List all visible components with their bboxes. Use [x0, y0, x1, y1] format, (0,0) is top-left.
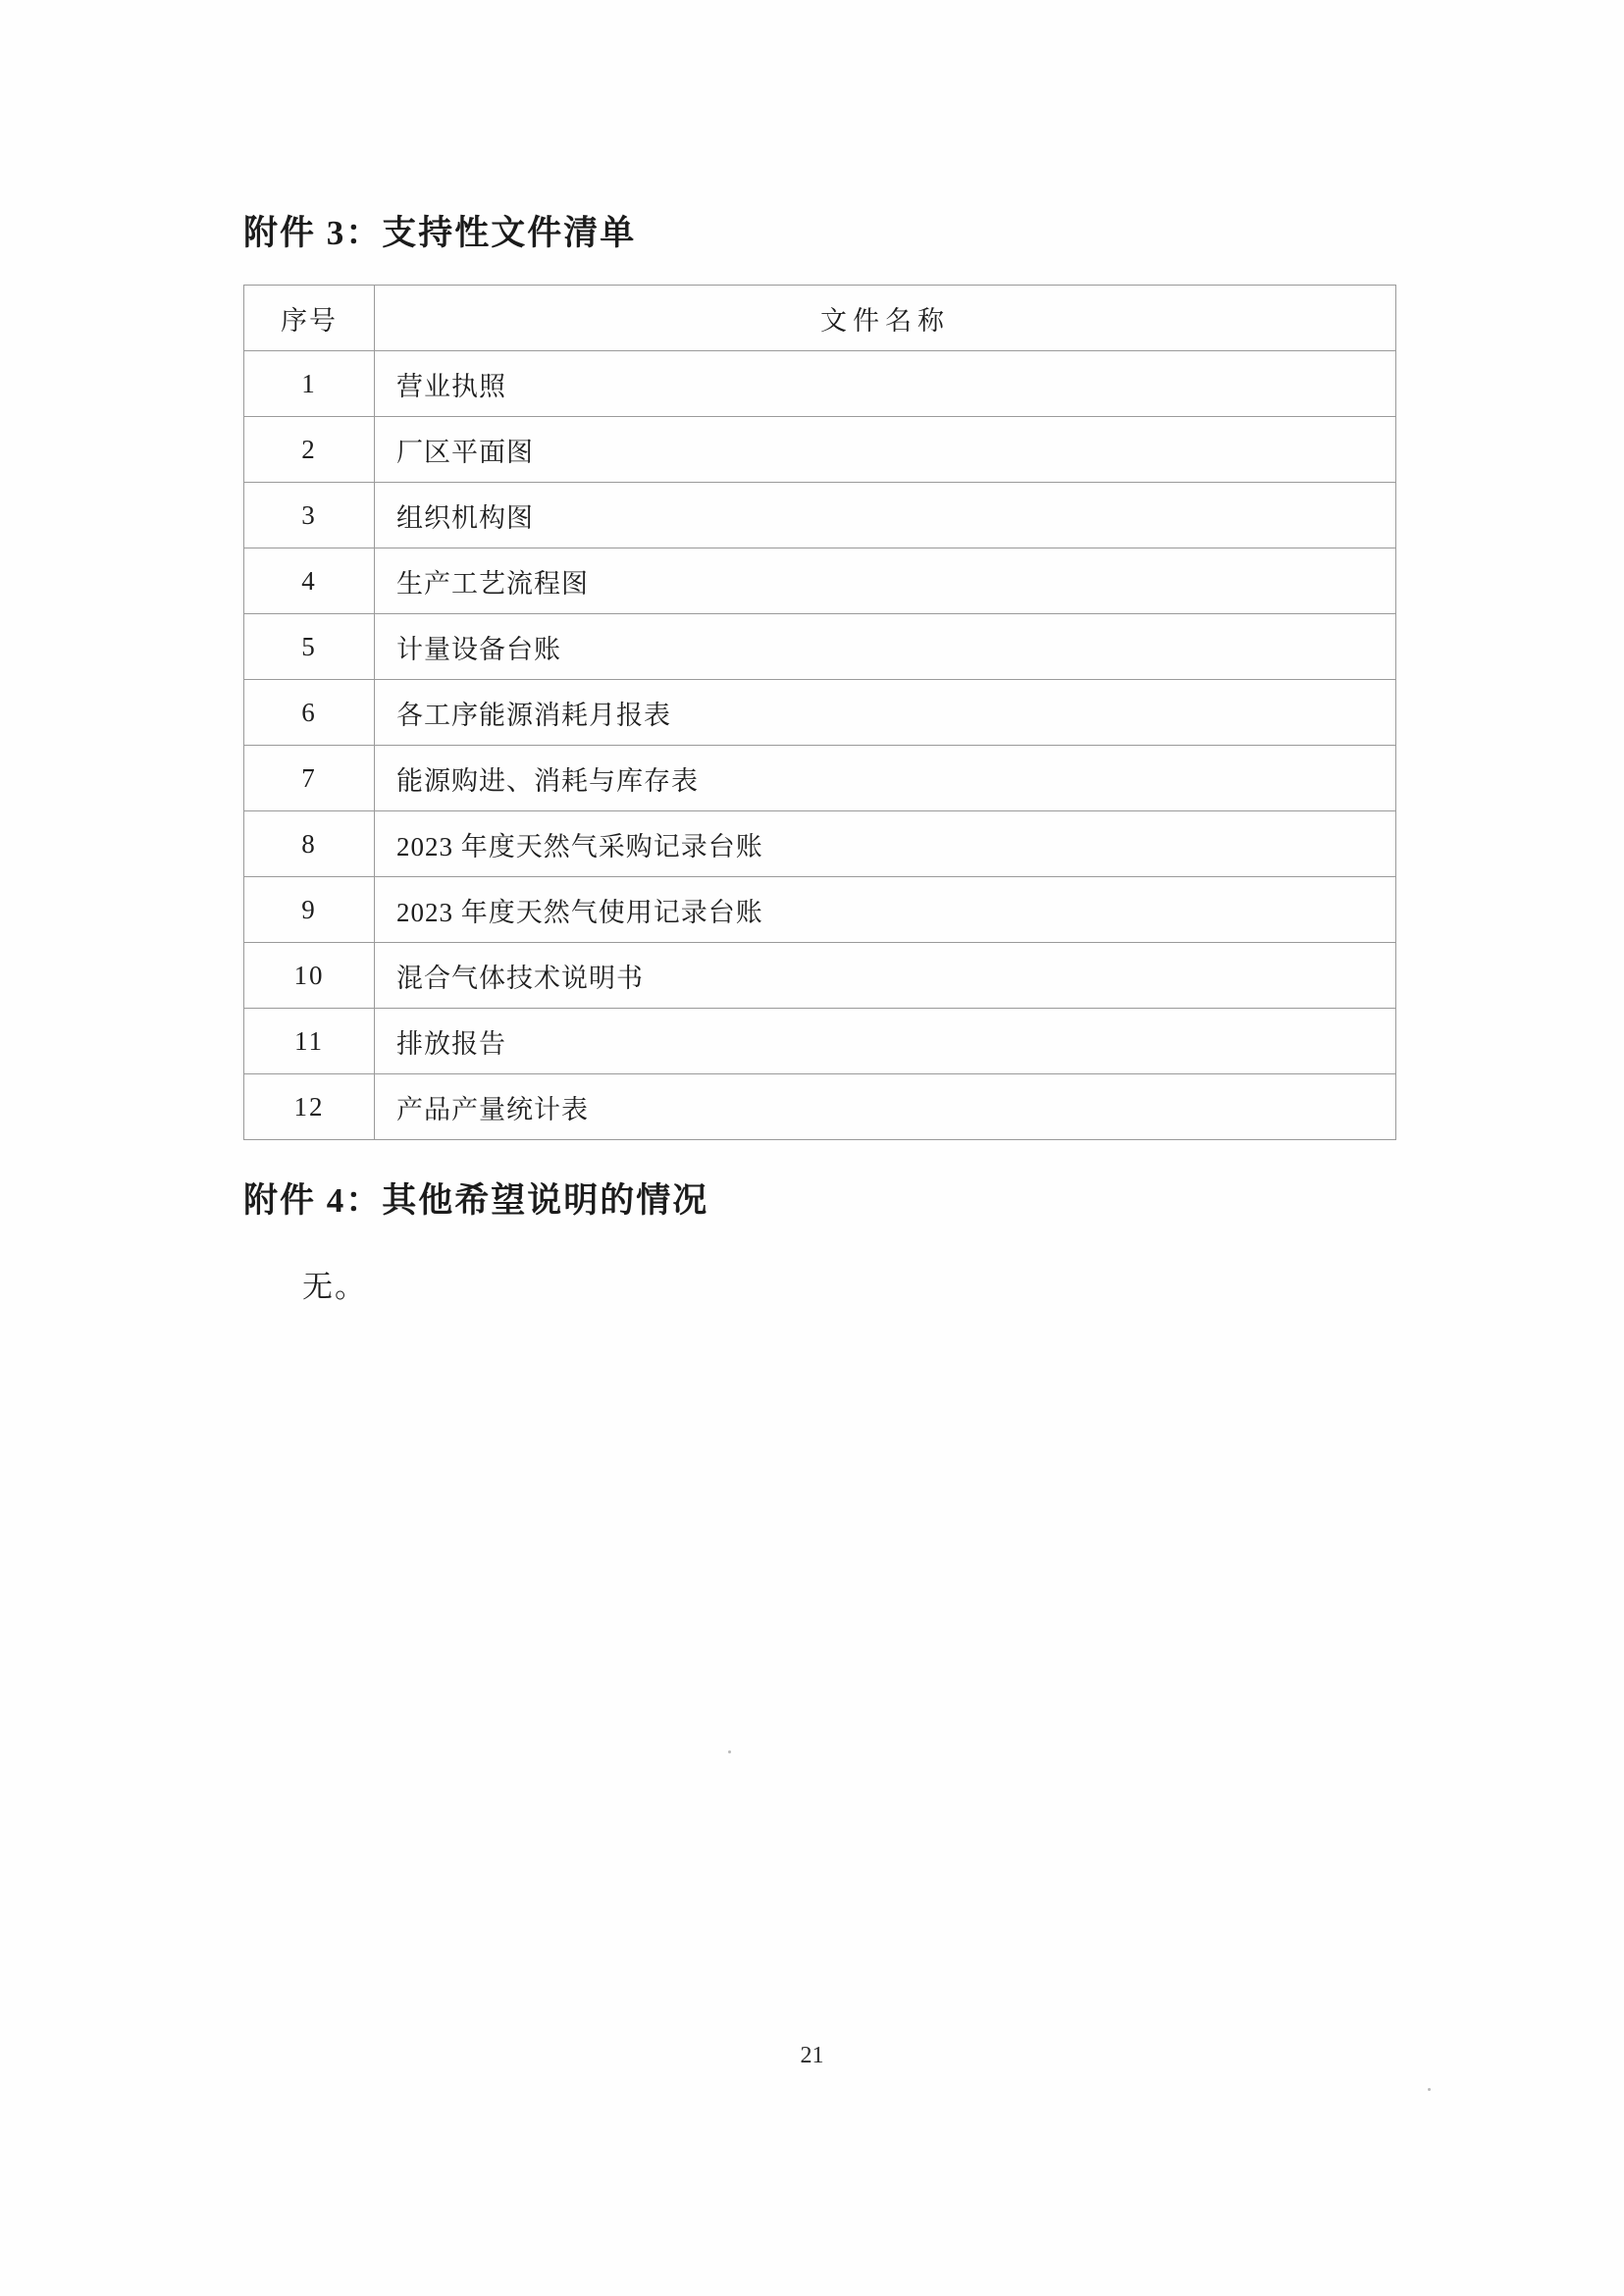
column-header-no: 序号	[244, 286, 375, 351]
document-content	[243, 206, 1401, 1306]
column-header-filename: 文件名称	[375, 286, 1396, 351]
cell-filename: 营业执照	[375, 351, 1396, 417]
attachment-4-body: 无。	[302, 1270, 367, 1304]
cell-no: 9	[244, 877, 375, 943]
table-row	[244, 680, 1396, 746]
table-row	[244, 1009, 1396, 1074]
table-row	[244, 877, 1396, 943]
attachment-4-heading: 附件 4：其他希望说明的情况	[243, 1181, 709, 1220]
cell-no: 4	[244, 548, 375, 614]
cell-filename: 混合气体技术说明书	[375, 943, 1396, 1009]
table-row	[244, 746, 1396, 811]
table-row	[244, 483, 1396, 548]
cell-no: 3	[244, 483, 375, 548]
cell-no: 6	[244, 680, 375, 746]
page-number: 21	[800, 2043, 824, 2068]
table-row	[244, 1074, 1396, 1140]
table-row	[244, 943, 1396, 1009]
table-row	[244, 548, 1396, 614]
cell-no: 2	[244, 417, 375, 483]
cell-filename: 产品产量统计表	[375, 1074, 1396, 1140]
page-speck	[1428, 2088, 1431, 2091]
cell-filename: 组织机构图	[375, 483, 1396, 548]
table-row	[244, 417, 1396, 483]
cell-no: 11	[244, 1009, 375, 1074]
page-speck	[728, 1750, 731, 1753]
supporting-documents-table	[243, 285, 1396, 1140]
cell-filename: 生产工艺流程图	[375, 548, 1396, 614]
table-row	[244, 614, 1396, 680]
cell-filename: 2023 年度天然气使用记录台账	[375, 877, 1396, 943]
table-row	[244, 811, 1396, 877]
table-row	[244, 351, 1396, 417]
cell-filename: 厂区平面图	[375, 417, 1396, 483]
cell-no: 10	[244, 943, 375, 1009]
cell-filename: 2023 年度天然气采购记录台账	[375, 811, 1396, 877]
cell-filename: 能源购进、消耗与库存表	[375, 746, 1396, 811]
cell-no: 12	[244, 1074, 375, 1140]
table-header-row	[244, 286, 1396, 351]
table-header	[244, 286, 1396, 351]
table-body	[244, 351, 1396, 1140]
cell-filename: 计量设备台账	[375, 614, 1396, 680]
attachment-3-heading: 附件 3：支持性文件清单	[243, 214, 637, 252]
cell-no: 8	[244, 811, 375, 877]
cell-filename: 排放报告	[375, 1009, 1396, 1074]
cell-filename: 各工序能源消耗月报表	[375, 680, 1396, 746]
cell-no: 5	[244, 614, 375, 680]
cell-no: 1	[244, 351, 375, 417]
cell-no: 7	[244, 746, 375, 811]
